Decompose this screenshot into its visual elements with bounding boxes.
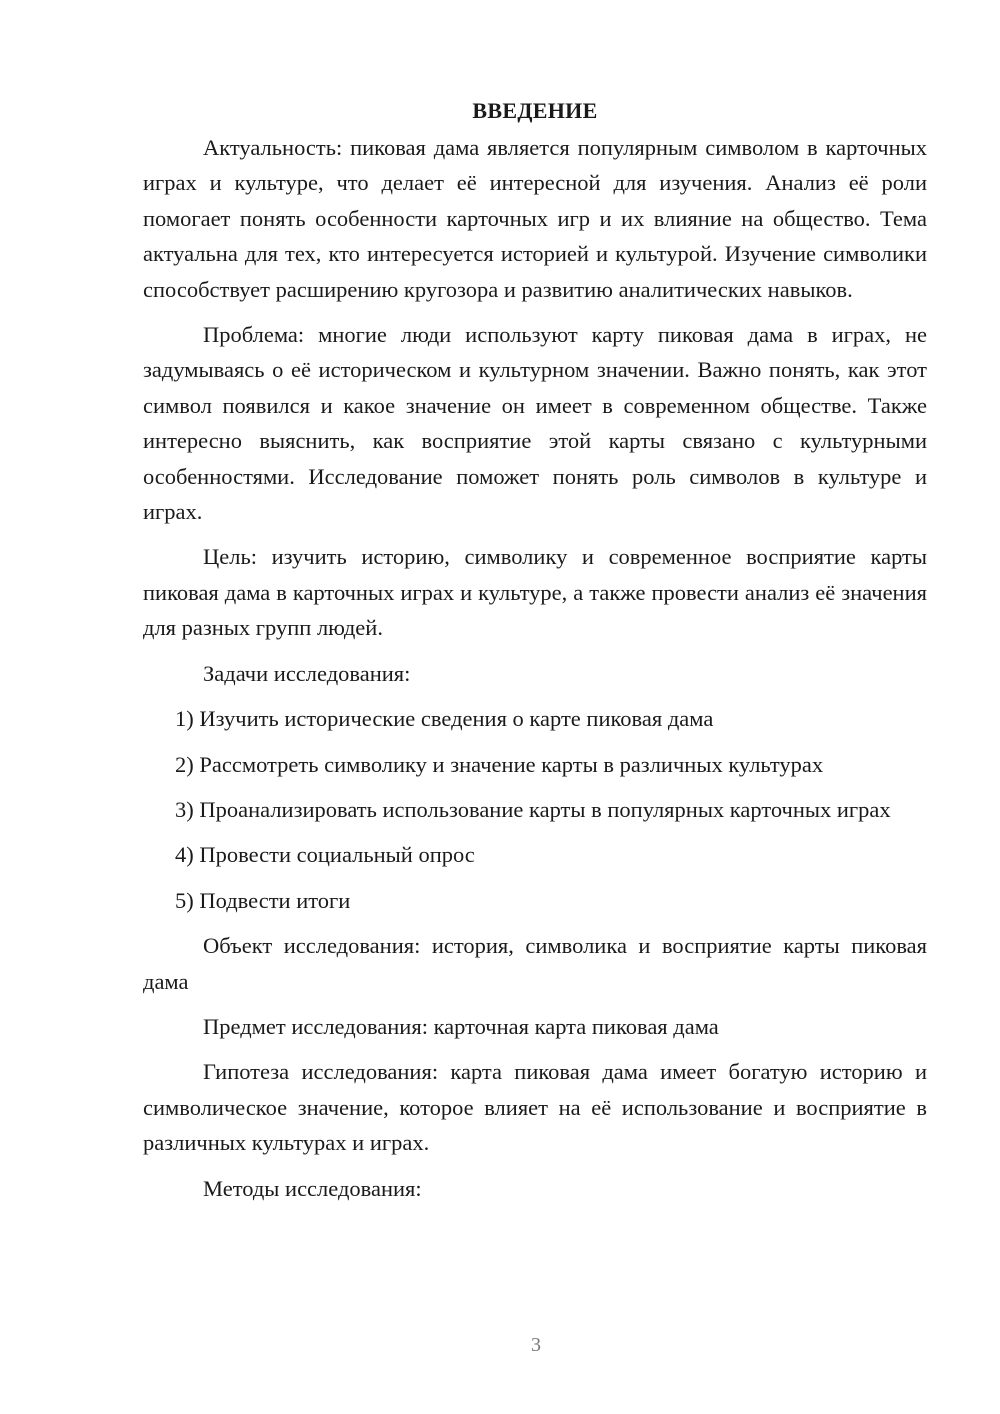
page-number: 3 xyxy=(531,1334,541,1356)
paragraph-problem: Проблема: многие люди используют карту пиковая дама в играх, не задумываясь о её историческом и культурном значении. Важно понять, как этот символ появился и какое значение он имеет в современном обществе. Также интересно выяснить, как восприятие этой карты связано с культурными особенностями. Исследование поможет понять роль символов в культуре и играх. xyxy=(143,322,927,525)
methods-title: Методы исследования: xyxy=(203,1175,422,1201)
task-item-4: 4) Провести социальный опрос xyxy=(175,842,475,868)
document-page xyxy=(143,96,927,1216)
paragraph-object: Объект исследования: история, символика и восприятие карты пиковая дама xyxy=(143,933,927,994)
paragraph-subject: Предмет исследования: карточная карта пиковая дама xyxy=(203,1013,719,1039)
task-item-1: 1) Изучить исторические сведения о карте пиковая дама xyxy=(175,706,714,732)
task-item-3: 3) Проанализировать использование карты в популярных карточных играх xyxy=(175,796,891,822)
page-title: ВВЕДЕНИЕ xyxy=(472,98,598,123)
paragraph-hypothesis: Гипотеза исследования: карта пиковая дама имеет богатую историю и символическое значение, которое влияет на её использование и восприятие в различных культурах и играх. xyxy=(143,1059,927,1156)
task-item-2: 2) Рассмотреть символику и значение карты в различных культурах xyxy=(175,751,824,777)
tasks-title: Задачи исследования: xyxy=(203,660,411,686)
task-item-5: 5) Подвести итоги xyxy=(175,887,351,913)
paragraph-relevance: Актуальность: пиковая дама является популярным символом в карточных играх и культуре, что делает её интересной для изучения. Анализ её роли помогает понять особенности карточных игр и их влияние на общество. Тема актуальна для тех, кто интересуется историей и культурой. Изучение символики способствует расширению кругозора и развитию аналитических навыков. xyxy=(143,135,927,302)
paragraph-goal: Цель: изучить историю, символику и современное восприятие карты пиковая дама в карточных играх и культуре, а также провести анализ её значения для разных групп людей. xyxy=(143,544,927,641)
